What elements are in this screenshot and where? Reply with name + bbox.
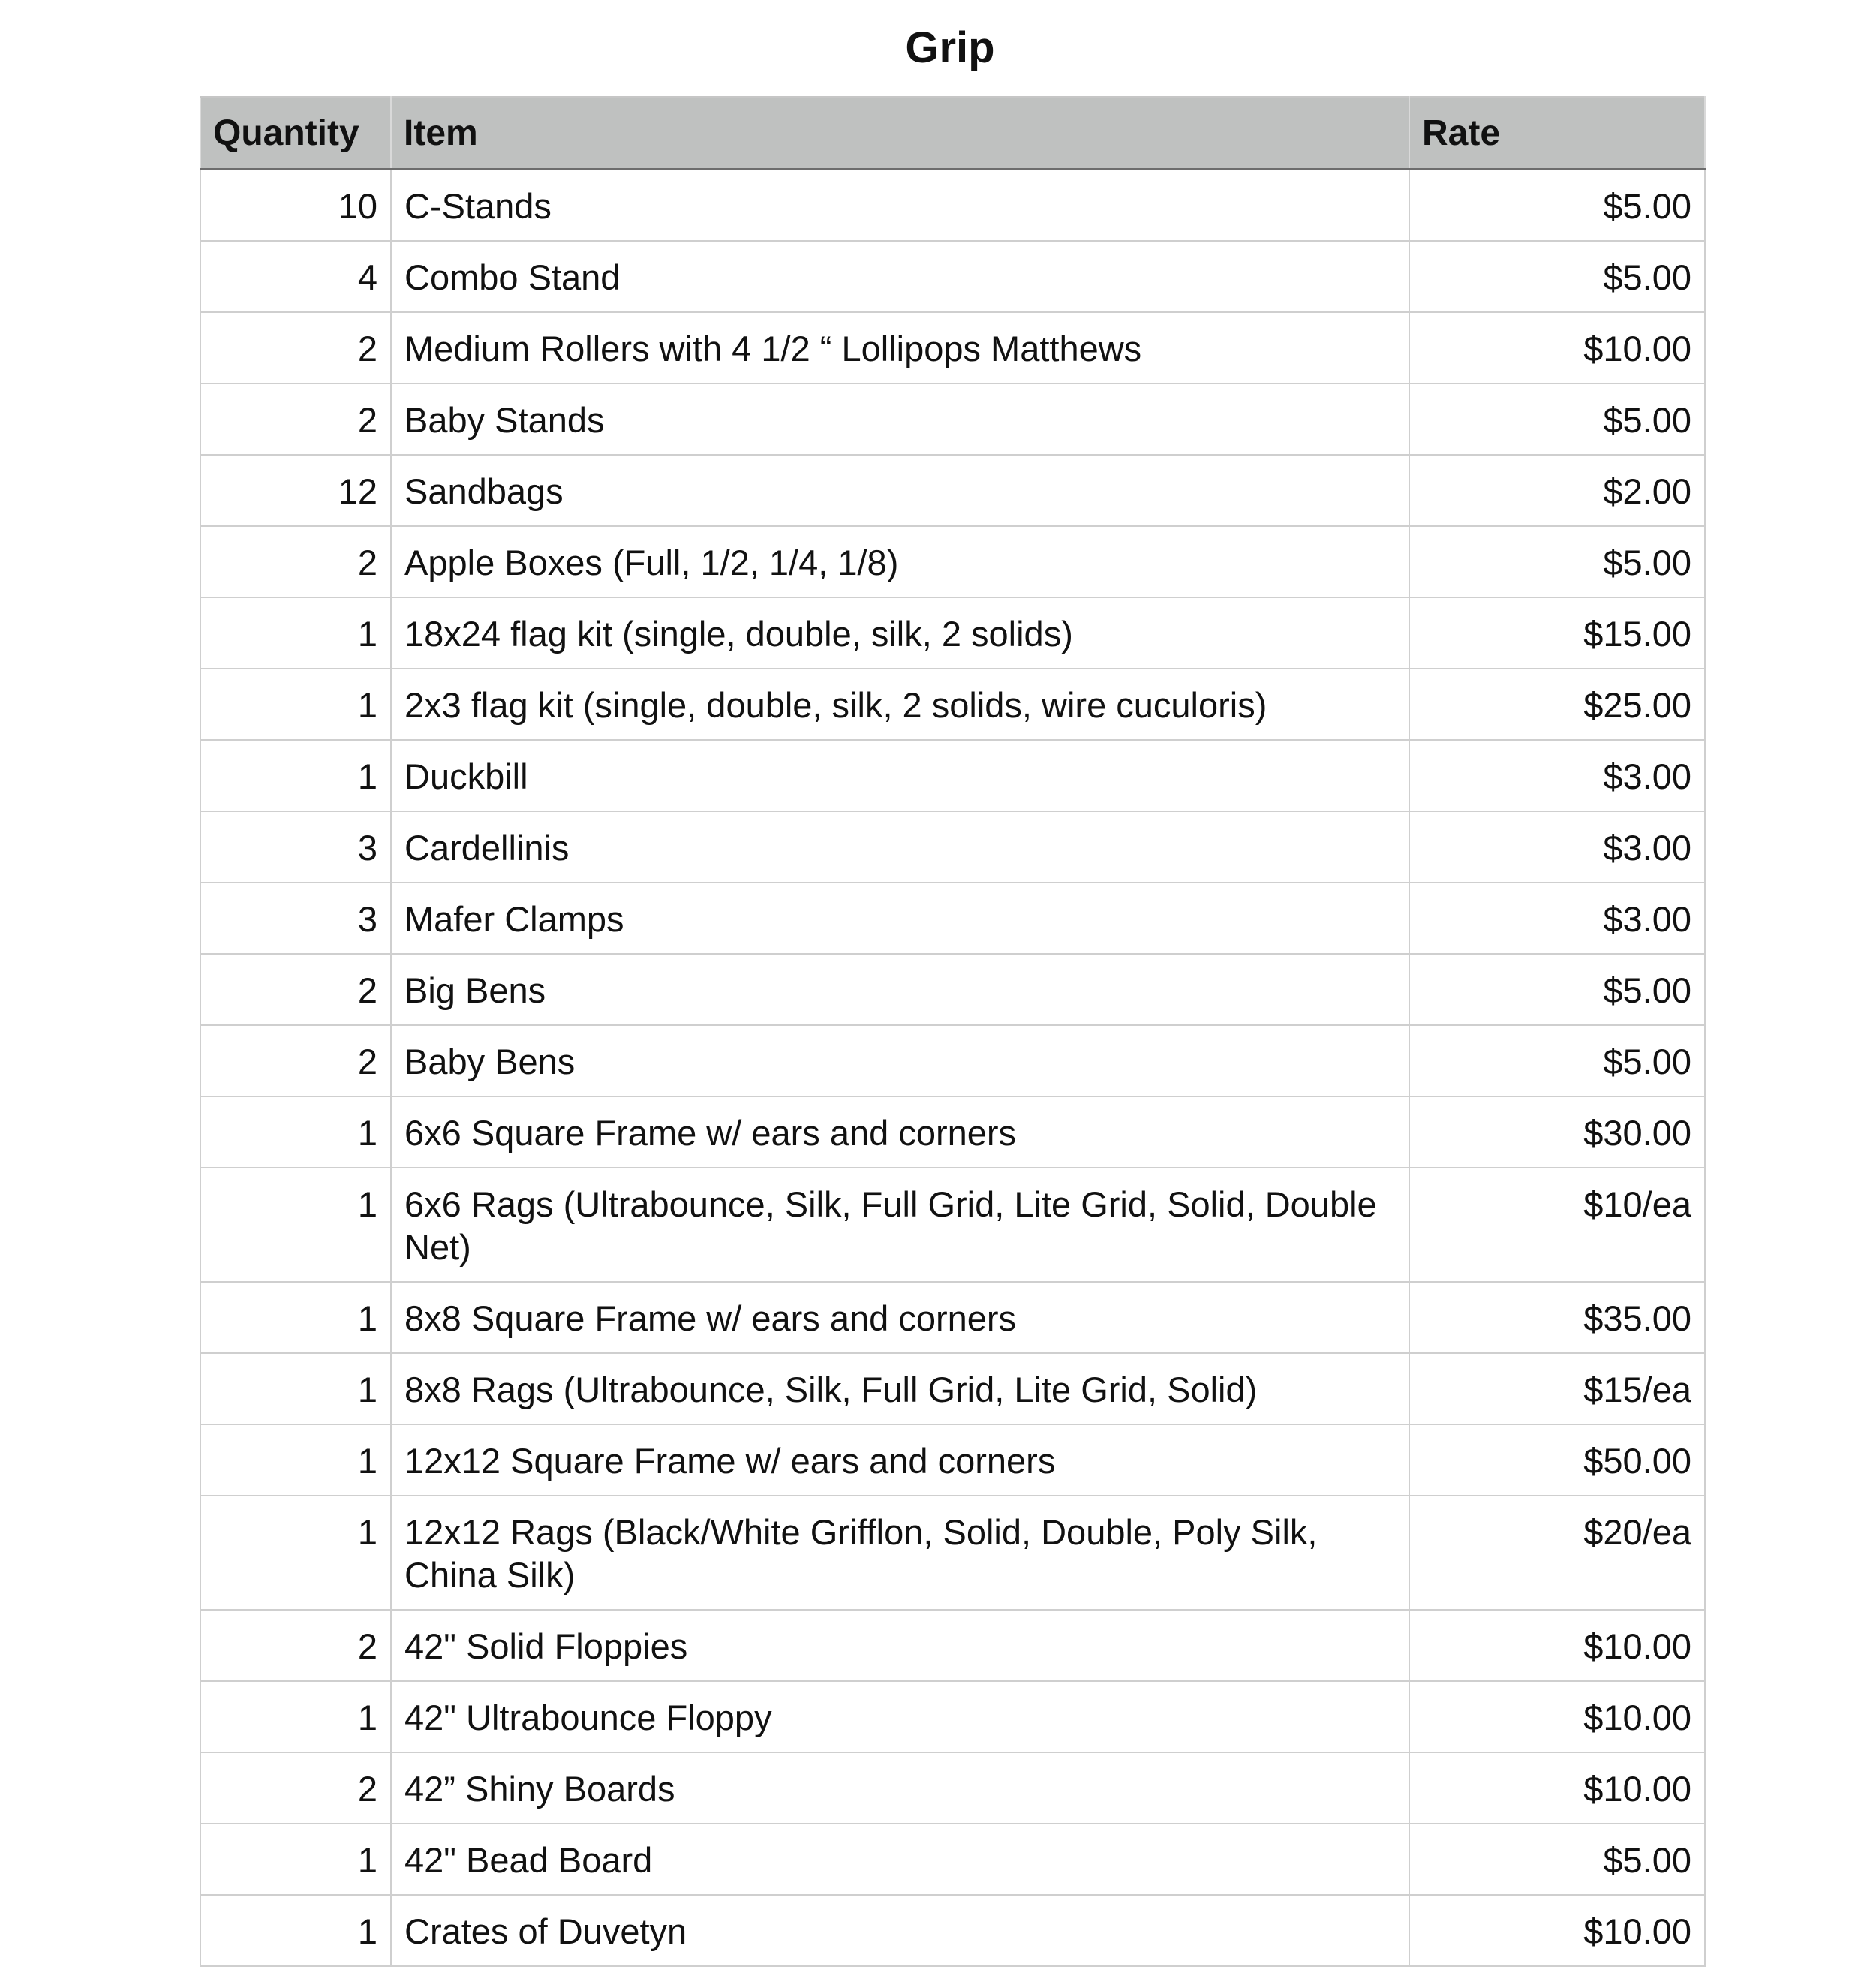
item-cell: Cardellinis	[391, 811, 1409, 883]
rate-cell: $3.00	[1409, 811, 1705, 883]
item-cell: 42” Shiny Boards	[391, 1752, 1409, 1824]
table-row	[200, 1424, 1705, 1496]
table-row	[200, 1895, 1705, 1966]
quantity-cell: 1	[200, 1096, 391, 1168]
quantity-cell: 12	[200, 455, 391, 526]
quantity-cell: 1	[200, 1353, 391, 1424]
item-cell: C-Stands	[391, 170, 1409, 242]
table-row	[200, 1168, 1705, 1282]
table-row	[200, 1752, 1705, 1824]
table-row	[200, 669, 1705, 740]
quantity-cell: 1	[200, 1824, 391, 1895]
item-cell: Sandbags	[391, 455, 1409, 526]
table-row	[200, 1025, 1705, 1096]
table-row	[200, 455, 1705, 526]
item-cell: Crates of Duvetyn	[391, 1895, 1409, 1966]
item-cell: Duckbill	[391, 740, 1409, 811]
table-row	[200, 241, 1705, 312]
rate-cell: $10/ea	[1409, 1168, 1705, 1282]
quantity-cell: 2	[200, 1610, 391, 1681]
quantity-cell: 1	[200, 1895, 391, 1966]
rate-cell: $10.00	[1409, 1895, 1705, 1966]
rate-cell: $10.00	[1409, 1610, 1705, 1681]
table-row	[200, 1681, 1705, 1752]
quantity-cell: 2	[200, 526, 391, 597]
quantity-cell: 1	[200, 597, 391, 669]
item-cell: 6x6 Square Frame w/ ears and corners	[391, 1096, 1409, 1168]
item-cell: Baby Bens	[391, 1025, 1409, 1096]
rate-cell: $15.00	[1409, 597, 1705, 669]
table-row	[200, 383, 1705, 455]
rate-cell: $5.00	[1409, 170, 1705, 242]
table-row	[200, 1096, 1705, 1168]
rate-cell: $10.00	[1409, 1752, 1705, 1824]
item-cell: Apple Boxes (Full, 1/2, 1/4, 1/8)	[391, 526, 1409, 597]
rate-cell: $3.00	[1409, 740, 1705, 811]
rate-cell: $5.00	[1409, 241, 1705, 312]
quantity-cell: 1	[200, 1282, 391, 1353]
quantity-cell: 2	[200, 312, 391, 383]
table-row	[200, 597, 1705, 669]
quantity-cell: 1	[200, 1496, 391, 1610]
item-cell: 2x3 flag kit (single, double, silk, 2 solids, wire cuculoris)	[391, 669, 1409, 740]
item-cell: Baby Stands	[391, 383, 1409, 455]
item-cell: Big Bens	[391, 954, 1409, 1025]
rate-cell: $5.00	[1409, 1824, 1705, 1895]
item-cell: 42" Solid Floppies	[391, 1610, 1409, 1681]
quantity-cell: 2	[200, 1025, 391, 1096]
sheet-title: Grip	[905, 23, 995, 72]
rate-cell: $15/ea	[1409, 1353, 1705, 1424]
quantity-cell: 1	[200, 669, 391, 740]
rate-cell: $5.00	[1409, 1025, 1705, 1096]
item-cell: 42" Ultrabounce Floppy	[391, 1681, 1409, 1752]
item-cell: 8x8 Square Frame w/ ears and corners	[391, 1282, 1409, 1353]
column-header-quantity: Quantity	[200, 97, 391, 170]
table-row	[200, 1282, 1705, 1353]
table-row	[200, 954, 1705, 1025]
rate-cell: $5.00	[1409, 526, 1705, 597]
quantity-cell: 1	[200, 1168, 391, 1282]
quantity-cell: 1	[200, 1424, 391, 1496]
rate-cell: $5.00	[1409, 954, 1705, 1025]
item-cell: 42" Bead Board	[391, 1824, 1409, 1895]
header-row	[200, 97, 1705, 170]
rate-cell: $10.00	[1409, 312, 1705, 383]
item-cell: Medium Rollers with 4 1/2 “ Lollipops Matthews	[391, 312, 1409, 383]
table-row	[200, 811, 1705, 883]
column-header-item: Item	[391, 97, 1409, 170]
table-row	[200, 1610, 1705, 1681]
item-cell: Combo Stand	[391, 241, 1409, 312]
quantity-cell: 3	[200, 883, 391, 954]
equipment-table	[200, 96, 1706, 1967]
rate-cell: $5.00	[1409, 383, 1705, 455]
quantity-cell: 4	[200, 241, 391, 312]
table-row	[200, 1496, 1705, 1610]
quantity-cell: 2	[200, 383, 391, 455]
item-cell: 12x12 Rags (Black/White Grifflon, Solid, Double, Poly Silk, China Silk)	[391, 1496, 1409, 1610]
rate-cell: $20/ea	[1409, 1496, 1705, 1610]
rate-cell: $3.00	[1409, 883, 1705, 954]
table-row	[200, 526, 1705, 597]
item-cell: 18x24 flag kit (single, double, silk, 2 solids)	[391, 597, 1409, 669]
item-cell: 6x6 Rags (Ultrabounce, Silk, Full Grid, Lite Grid, Solid, Double Net)	[391, 1168, 1409, 1282]
table-row	[200, 740, 1705, 811]
rate-cell: $2.00	[1409, 455, 1705, 526]
quantity-cell: 2	[200, 1752, 391, 1824]
rate-cell: $30.00	[1409, 1096, 1705, 1168]
rate-cell: $25.00	[1409, 669, 1705, 740]
quantity-cell: 1	[200, 1681, 391, 1752]
table-row	[200, 883, 1705, 954]
rate-cell: $35.00	[1409, 1282, 1705, 1353]
rate-cell: $10.00	[1409, 1681, 1705, 1752]
table-row	[200, 170, 1705, 242]
quantity-cell: 3	[200, 811, 391, 883]
item-cell: 12x12 Square Frame w/ ears and corners	[391, 1424, 1409, 1496]
quantity-cell: 1	[200, 740, 391, 811]
table-row	[200, 1824, 1705, 1895]
rate-cell: $50.00	[1409, 1424, 1705, 1496]
table-row	[200, 312, 1705, 383]
item-cell: Mafer Clamps	[391, 883, 1409, 954]
quantity-cell: 10	[200, 170, 391, 242]
table-row	[200, 1353, 1705, 1424]
item-cell: 8x8 Rags (Ultrabounce, Silk, Full Grid, Lite Grid, Solid)	[391, 1353, 1409, 1424]
quantity-cell: 2	[200, 954, 391, 1025]
column-header-rate: Rate	[1409, 97, 1705, 170]
